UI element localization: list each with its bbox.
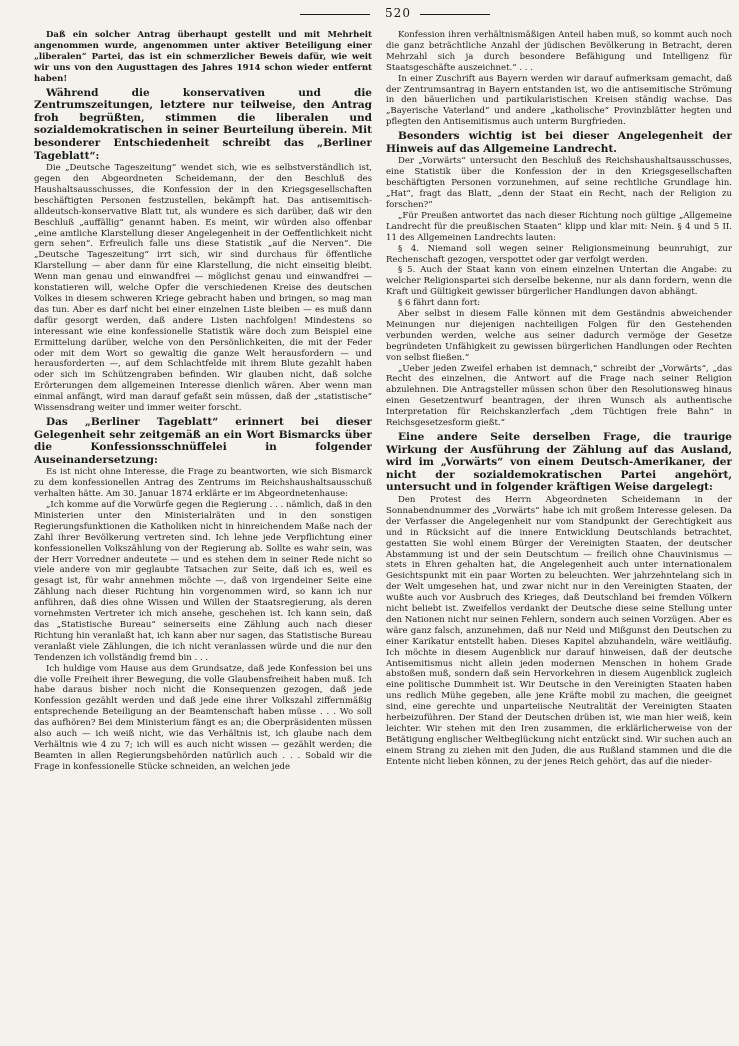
paragraph: „Ueber jeden Zweifel erhaben ist demnach,“ schreibt der „Vorwärts“, „das Recht des einzelnen, die Antwort auf die Frage nach seiner Religion abzulehnen. Die Antragsteller müssen schon über den Resolutionsweg hinaus einen Gesetzentwurf beantragen, der ihren Wunsch als authentische Interpretation für Reichskanzlerfach „dem Tüchtigen freie Bahn“ in Reichsgesetzesform gießt.“ [386, 363, 732, 429]
paragraph: § 6 fährt dann fort: [398, 298, 481, 309]
header-rule-right [420, 14, 490, 15]
paragraph: Es ist nicht ohne Interesse, die Frage zu beantworten, wie sich Bismarck zu dem konfessionellen Antrag des Zentrums im Reichshaushaltsausschuß verhalten hätte. Am 30. Januar 1874 erklärte er im Abgeordnetenhause: [34, 467, 372, 500]
paragraph: „Ich komme auf die Vorwürfe gegen die Regierung . . . nämlich, daß in den Ministerien unter den Ministerialräten und in den sonstigen Regierungsfunktionen die Katholiken nicht in hinreichendem Maße nach der Zahl ihrer Bevölkerung vertreten sind. Ich lehne jede Verpflichtung einer konfessionellen Volkszählung von der Regierung ab. Sollte es wahr sein, was der Herr Vorredner andeutete — und es stehen dem in seiner Rede nicht so viele andere von mir geglaubte Tatsachen zur Seite, daß ich es, weil es gesagt ist, für wahr annehmen möchte —, daß von irgendeiner Seite eine Zählung nach dieser Richtung hin vorgenommen wird, so kann ich nur anführen, daß dies ohne Wissen und Willen der Staatsregierung, als deren vornehmsten Vertreter ich mich ansehe, geschehen ist. Ich kann sein, daß das „Statistische Bureau“ seinerseits eine Zählung auch nach dieser Richtung hin veranlaßt hat, ich kann aber nur sagen, das Statistische Bureau veranlaßt viele Zählungen, die ich nicht veranlassen würde und die nur den Tendenzen ich vollständig fremd bin . . . [34, 500, 372, 663]
page-header [0, 6, 739, 22]
left-column [34, 30, 372, 1038]
paragraph: § 5. Auch der Staat kann von einem einzelnen Untertan die Angabe: zu welcher Religionspartei sich derselbe bekenne, nur als dann fordern, wenn die Kraft und Gültigkeit gewisser bürgerlicher Handlungen davon abhängt. [386, 265, 732, 298]
paragraph: Daß ein solcher Antrag überhaupt gestellt und mit Mehrheit angenommen wurde, angenommen unter aktiver Beteiligung einer „liberalen“ Partei, das ist ein schmerzlicher Beweis dafür, wie weit wir uns von den Augusttagen des Jahres 1914 schon wieder entfernt haben! [34, 30, 372, 84]
paragraph: Besonders wichtig ist bei dieser Angelegenheit der Hinweis auf das Allgemeine Landrecht. [386, 130, 732, 155]
paragraph: Die „Deutsche Tageszeitung“ wendet sich, wie es selbstverständlich ist, gegen den Abgeordneten Scheidemann, der den Beschluß des Haushaltsausschusses, die Konfession der in den Kriegsgesellschaften beschäftigten Personen festzustellen, bekämpft hat. Das antisemitisch-alldeutsch-konservative Blatt tut, als wundere es sich darüber, daß wir den Beschluß „auffällig“ genannt haben. Es meint, wir würden also offenbar „eine amtliche Klarstellung dieser Angelegenheit in der Oeffentlichkeit nicht gern sehen“. Erfreulich falle uns diese Statistik „auf die Nerven“. Die „Deutsche Tageszeitung“ irrt sich, wir sind durchaus für öffentliche Klarstellung — aber dann für eine Klarstellung, die nicht einseitig bleibt. Wenn man genau und einwandfrei — möglichst genau und einwandfrei — konstatieren will, welche Opfer die verschiedenen Kreise des deutschen Volkes in diesem schweren Kriege gebracht haben und bringen, so mag man das tun. Aber es darf nicht bei einer einzelnen Liste bleiben — es muß dann dafür gesorgt werden, daß andere Listen nachfolgen! Mindestens so interessant wie eine konfessionelle Statistik wäre doch zum Beispiel eine Ermittelung darüber, welche von den Persönlichkeiten, die mit der Feder oder mit dem Wort so gewaltig die ganze Welt herausfordern — und herausforderten —, auf dem Schlachtfelde mit ihrem Blute gezahlt haben oder sich im Schützengraben befinden. Wir glauben nicht, daß solche Erörterungen dem allgemeinen Interesse dienlich wären. Aber wenn man einmal anfängt, wird man darauf gefaßt sein müssen, daß der „statistische“ Wissensdrang weiter und immer weiter forscht. [34, 163, 372, 414]
paragraph: Das „Berliner Tageblatt“ erinnert bei dieser Gelegenheit sehr zeitgemäß an ein Wort Bismarcks über die Konfessionsschnüffelei in folgender Auseinandersetzung: [34, 415, 372, 466]
paragraph: Während die konservativen und die Zentrumszeitungen, letztere nur teilweise, den Antrag froh begrüßten, stimmen die liberalen und sozialdemokratischen in seiner Beurteilung überein. Mit besonderer Entschiedenheit schreibt das „Berliner Tageblatt“: [34, 86, 372, 162]
paragraph: § 4. Niemand soll wegen seiner Religionsmeinung beunruhigt, zur Rechenschaft gezogen, verspottet oder gar verfolgt werden. [386, 243, 732, 265]
paragraph: Der „Vorwärts“ untersucht den Beschluß des Reichshaushaltsausschusses, eine Statistik über die Konfession der in den Kriegsgesellschaften beschäftigten Personen vorzunehmen, auf seine rechtliche Grundlage hin. „Hat“, fragt das Blatt, „denn der Staat ein Recht, nach der Religion zu forschen?“ [386, 156, 732, 210]
paragraph: Konfession ihren verhältnismäßigen Anteil haben muß, so kommt auch noch die ganz beträchtliche Anzahl der jüdischen Bevölkerung in Betracht, deren Mehrzahl sich ja durch besondere Befähigung und Intelligenz für Staatsgeschäfte auszeichnet.“ . . . [386, 30, 732, 73]
paragraph: Den Protest des Herrn Abgeordneten Scheidemann in der Sonnabendnummer des „Vorwärts“ habe ich mit großem Interesse gelesen. Da der Verfasser die Angelegenheit nur vom Standpunkt der Gerechtigkeit aus und in Rücksicht auf die innere Entwicklung Deutschlands betrachtet, gestatten Sie wohl einem Bürger der Vereinigten Staaten, der deutscher Abstammung ist und der sein Deutschtum — freilich ohne Chauvinismus — stets in Ehren gehalten hat, die Angelegenheit auch unter internationalem Gesichtspunkt mit ein paar Worten zu beleuchten. Wer jahrzehntelang sich in der Welt umgesehen hat, und zwar nicht nur in den Vereinigten Staaten, der wußte auch vor Ausbruch des Krieges, daß Deutschland bei fremden Völkern nicht beliebt ist. Zweifellos verdankt der Deutsche diese seine Stellung unter den Nationen nicht nur seinen Fehlern, sondern auch seinen Vorzügen. Aber es wäre ganz falsch, anzunehmen, daß nur Neid und Mißgunst den Deutschen zu einer Karikatur entstellt haben. Dieses Kapitel abzuhandeln, wäre weitläufig. Ich möchte in diesem Augenblick nur darauf hinweisen, daß der deutsche Antisemitismus nicht allein jeden modernen Menschen in hohem Grade abstoßen muß, sondern daß sein Hervorkehren in diesem Augenblick zugleich eine politische Dummheit ist. Wir Deutsche in den Vereinigten Staaten haben uns redlich Mühe gegeben, alle jene Kräfte mobil zu machen, die geeignet sind, eine gerechte und unparteiische Neutralität der Vereinigten Staaten herbeizuführen. Der Stand der Deutschen drüben ist, wie man hier weiß, kein leichter. Wir stehen mit den Iren zusammen, die erklärlicherweise von der Betätigung englischer Weltbeglückung nicht entzückt sind. Wir suchen auch an einem Strang zu ziehen mit den Juden, die aus Rußland stammen und die die Entente nicht lieben können, zu der jenes Reich gehört, das auf die nieder- [386, 494, 732, 767]
paragraph: Ich huldige vom Hause aus dem Grundsatze, daß jede Konfession bei uns die volle Freiheit ihrer Bewegung, die volle Glaubensfreiheit haben muß. Ich habe daraus bisher noch nicht die Konsequenzen gezogen, daß jede Konfession gezählt werden und daß jede eine ihrer Volkszahl ziffernmäßig entsprechende Beteiligung an der Beamtenschaft haben müsse . . . Wo soll das aufhören? Bei dem Ministerium fängt es an; die Oberpräsidenten müssen also auch — ich weiß nicht, wie das Verhältnis ist, ich glaube nach dem Verhältnis wie 4 zu 7; ich will es auch nicht wissen — gezählt werden; die Beamten in allen Regierungsbehörden natürlich auch . . . Sobald wir die Frage in konfessionelle Stücke schneiden, an welchen jede [34, 663, 372, 772]
paragraph: In einer Zuschrift aus Bayern werden wir darauf aufmerksam gemacht, daß der Zentrumsantrag in Bayern entstanden ist, wo die antisemitische Strömung in den bäuerlichen und partikularistischen Kreisen ständig wachse. Das „Bayerische Vaterland“ und andere „katholische“ Provinzblätter hegten und pflegten den Antisemitismus auch unterm Burgfrieden. [386, 73, 732, 128]
paragraph: „Für Preußen antwortet das nach dieser Richtung noch gültige „Allgemeine Landrecht für die preußischen Staaten“ klipp und klar mit: Nein. § 4 und 5 II. 11 des Allgemeinen Landrechts lauten: [386, 210, 732, 243]
paragraph: Eine andere Seite derselben Frage, die traurige Wirkung der Ausführung der Zählung auf das Ausland, wird im „Vorwärts“ von einem Deutsch-Amerikaner, der nicht der sozialdemokratischen Partei angehört, untersucht und in folgender kräftigen Weise dargelegt: [386, 431, 732, 494]
page-number: 520 [385, 6, 411, 20]
right-column [386, 30, 732, 1038]
header-rule-left [300, 14, 370, 15]
paragraph: Aber selbst in diesem Falle können mit dem Geständnis abweichender Meinungen nur diejenigen nachteiligen Folgen für den Gestehenden verbunden werden, welche aus seiner dadurch vermöge der Gesetze begründeten Unfähigkeit zu gewissen bürgerlichen Handlungen oder Rechten von selbst fließen.“ [386, 309, 732, 363]
